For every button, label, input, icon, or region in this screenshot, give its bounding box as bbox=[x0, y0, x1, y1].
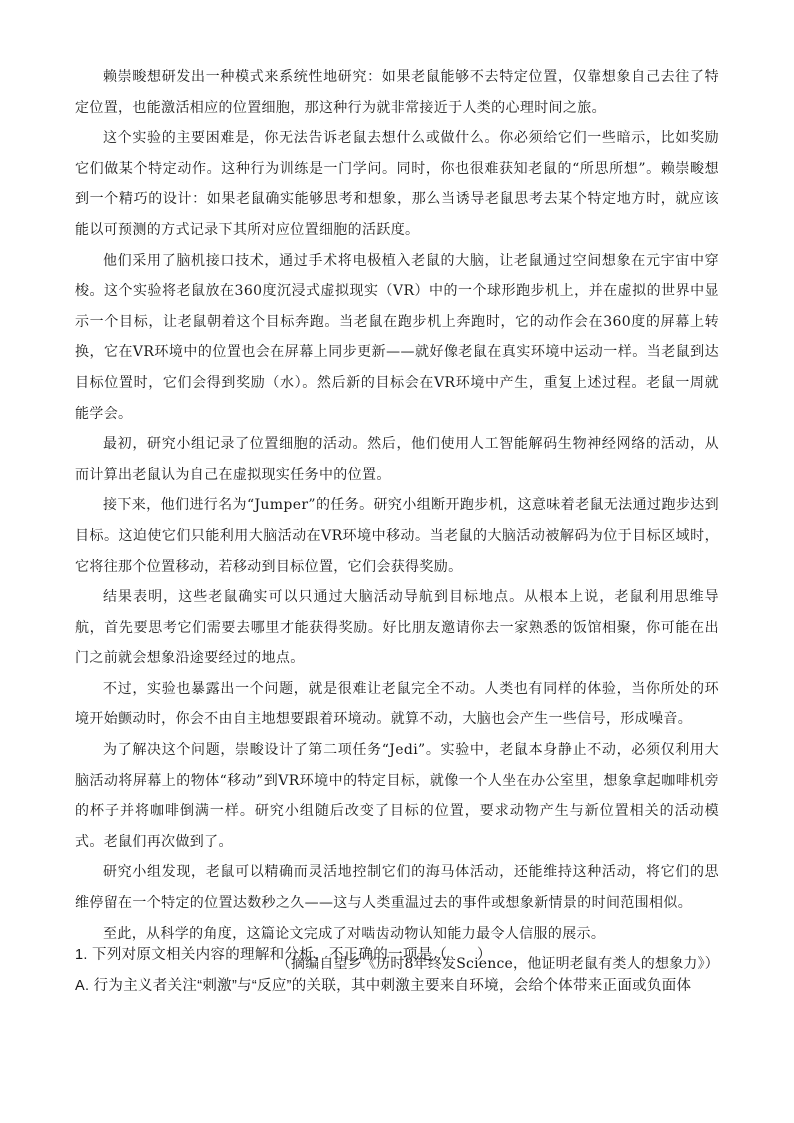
article-paragraph: 他们采用了脑机接口技术，通过手术将电极植入老鼠的大脑，让老鼠通过空间想象在元宇宙中穿梭。这个实验将老鼠放在360度沉浸式虚拟现实（VR）中的一个球形跑步机上，并在虚拟的世界中显示一个目标，让老鼠朝着这个目标奔跑。当老鼠在跑步机上奔跑时，它的动作会在360度的屏幕上转换，它在VR环境中的位置也会在屏幕上同步更新——就好像老鼠在真实环境中运动一样。当老鼠到达目标位置时，它们会得到奖励（水）。然后新的目标会在VR环境中产生，重复上述过程。老鼠一周就能学会。 bbox=[75, 252, 719, 422]
question-stem: 1. 下列对原文相关内容的理解和分析，不正确的一项是（ ） bbox=[75, 947, 492, 963]
question-block bbox=[75, 940, 725, 1001]
article-paragraph: 这个实验的主要困难是，你无法告诉老鼠去想什么或做什么。你必须给它们一些暗示，比如奖励它们做某个特定动作。这种行为训练是一门学问。同时，你也很难获知老鼠的“所思所想”。赖崇畯想到一个精巧的设计：如果老鼠确实能够思考和想象，那么当诱导老鼠思考去某个特定地方时，就应该能以可预测的方式记录下其所对应位置细胞的活跃度。 bbox=[75, 130, 719, 238]
article-paragraph: 接下来，他们进行名为“Jumper”的任务。研究小组断开跑步机，这意味着老鼠无法通过跑步达到目标。这迫使它们只能利用大脑活动在VR环境中移动。当老鼠的大脑活动被解码为位于目标区域时，它将往那个位置移动，若移动到目标位置，它们会获得奖励。 bbox=[75, 497, 719, 575]
article-paragraph: 至此，从科学的角度，这篇论文完成了对啮齿动物认知能力最令人信服的展示。 bbox=[103, 925, 606, 942]
article-body bbox=[75, 62, 719, 980]
article-paragraph: 赖崇畯想研发出一种模式来系统性地研究：如果老鼠能够不去特定位置，仅靠想象自己去往了特定位置，也能激活相应的位置细胞，那这种行为就非常接近于人类的心理时间之旅。 bbox=[75, 69, 719, 116]
article-source: （摘编自望乡《历时8年终发Science，他证明老鼠有类人的想象力》） bbox=[276, 956, 719, 973]
article-paragraph: 研究小组发现，老鼠可以精确而灵活地控制它们的海马体活动，还能维持这种活动，将它们的思维停留在一个特定的位置达数秒之久——这与人类重温过去的事件或想象新情景的时间范围相似。 bbox=[75, 864, 719, 912]
question-option-a[interactable]: A. 行为主义者关注“刺激”与“反应”的关联，其中刺激主要来自环境，会给个体带来正面或负面体 bbox=[75, 977, 692, 994]
article-paragraph: 为了解决这个问题，崇畯设计了第二项任务“Jedi”。实验中，老鼠本身静止不动，必须仅利用大脑活动将屏幕上的物体“移动”到VR环境中的特定目标，就像一个人坐在办公室里，想象拿起咖啡机旁的杯子并将咖啡倒满一样。研究小组随后改变了目标的位置，要求动物产生与新位置相关的活动模式。老鼠们再次做到了。 bbox=[75, 742, 719, 850]
article-paragraph: 不过，实验也暴露出一个问题，就是很难让老鼠完全不动。人类也有同样的体验，当你所处的环境开始颤动时，你会不由自主地想要跟着环境动。就算不动，大脑也会产生一些信号，形成噪音。 bbox=[75, 680, 719, 728]
article-paragraph: 结果表明，这些老鼠确实可以只通过大脑活动导航到目标地点。从根本上说，老鼠利用思维导航，首先要思考它们需要去哪里才能获得奖励。好比朋友邀请你去一家熟悉的饭馆相聚，你可能在出门之前就会想象沿途要经过的地点。 bbox=[75, 589, 719, 667]
article-paragraph: 最初，研究小组记录了位置细胞的活动。然后，他们使用人工智能解码生物神经网络的活动，从而计算出老鼠认为自己在虚拟现实任务中的位置。 bbox=[75, 436, 719, 483]
